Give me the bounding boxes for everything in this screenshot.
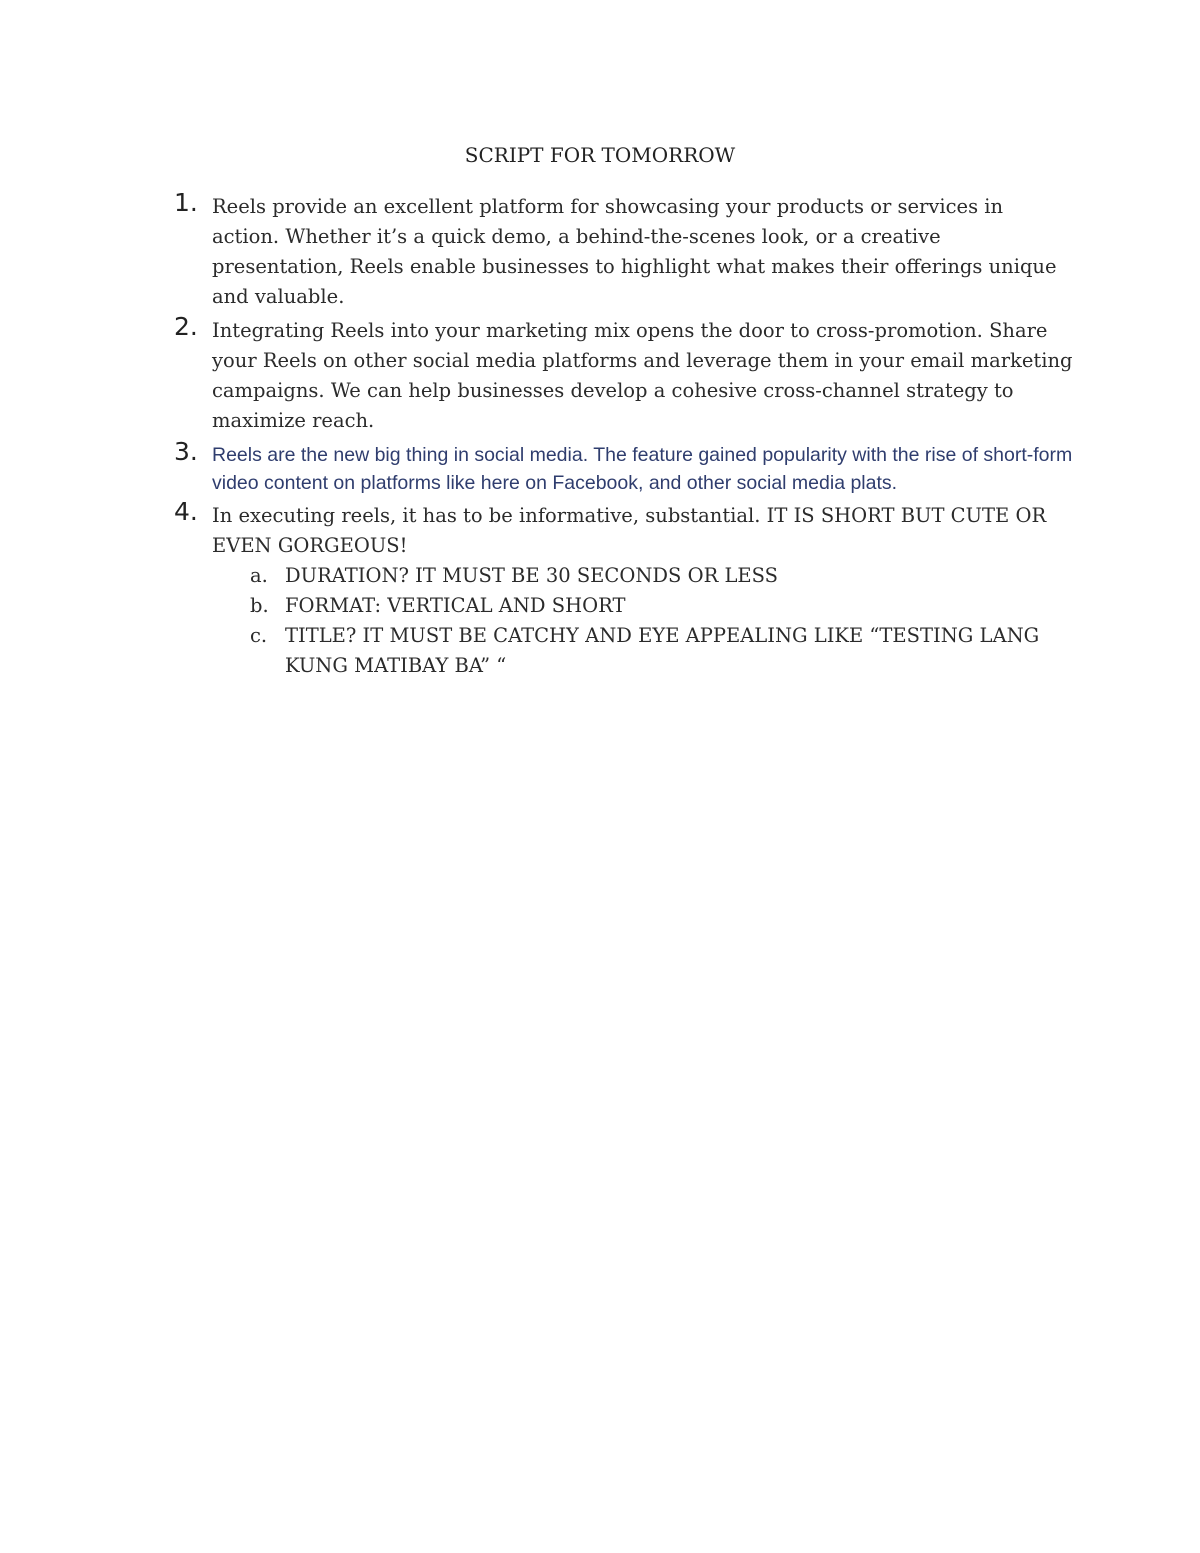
numbered-list [174,188,1074,681]
sublist-item [212,591,1074,621]
list-item [174,188,1074,312]
list-item [174,497,1074,681]
list-number: 1. [174,188,198,217]
sublist-item-text: DURATION? IT MUST BE 30 SECONDS OR LESS [285,564,779,587]
sublist-item-text: FORMAT: VERTICAL AND SHORT [285,594,626,617]
document-title: SCRIPT FOR TOMORROW [464,143,736,167]
list-item-text: Reels are the new big thing in social media. The feature gained popularity with the rise of short-form video content on platforms like here on Facebook, and other social media plats. [212,444,1073,494]
sublist-letter: a. [250,564,268,587]
list-number: 3. [174,437,198,466]
sublist-letter: b. [250,594,269,617]
list-number: 2. [174,312,198,341]
sublist-item [212,621,1074,681]
list-item-text: Integrating Reels into your marketing mix opens the door to cross-promotion. Share your Reels on other social media platforms and leverage them in your email marketing campaigns. We can help businesses develop a cohesive cross-channel strategy to maximize reach. [212,319,1073,432]
sublist-item-text: TITLE? IT MUST BE CATCHY AND EYE APPEALING LIKE “TESTING LANG KUNG MATIBAY BA” “ [285,624,1040,677]
sublist-letter: c. [250,624,268,647]
list-item-text: In executing reels, it has to be informative, substantial. IT IS SHORT BUT CUTE OR EVEN GORGEOUS! [212,504,1047,557]
sublist-item [212,561,1074,591]
list-number: 4. [174,497,198,526]
list-item-text: Reels provide an excellent platform for showcasing your products or services in action. Whether it’s a quick demo, a behind-the-scenes look, or a creative presentation, Reels enable businesses to highlight what makes their offerings unique and valuable. [212,195,1057,308]
lettered-sublist [212,561,1074,681]
list-item [174,312,1074,436]
list-item [174,437,1074,497]
